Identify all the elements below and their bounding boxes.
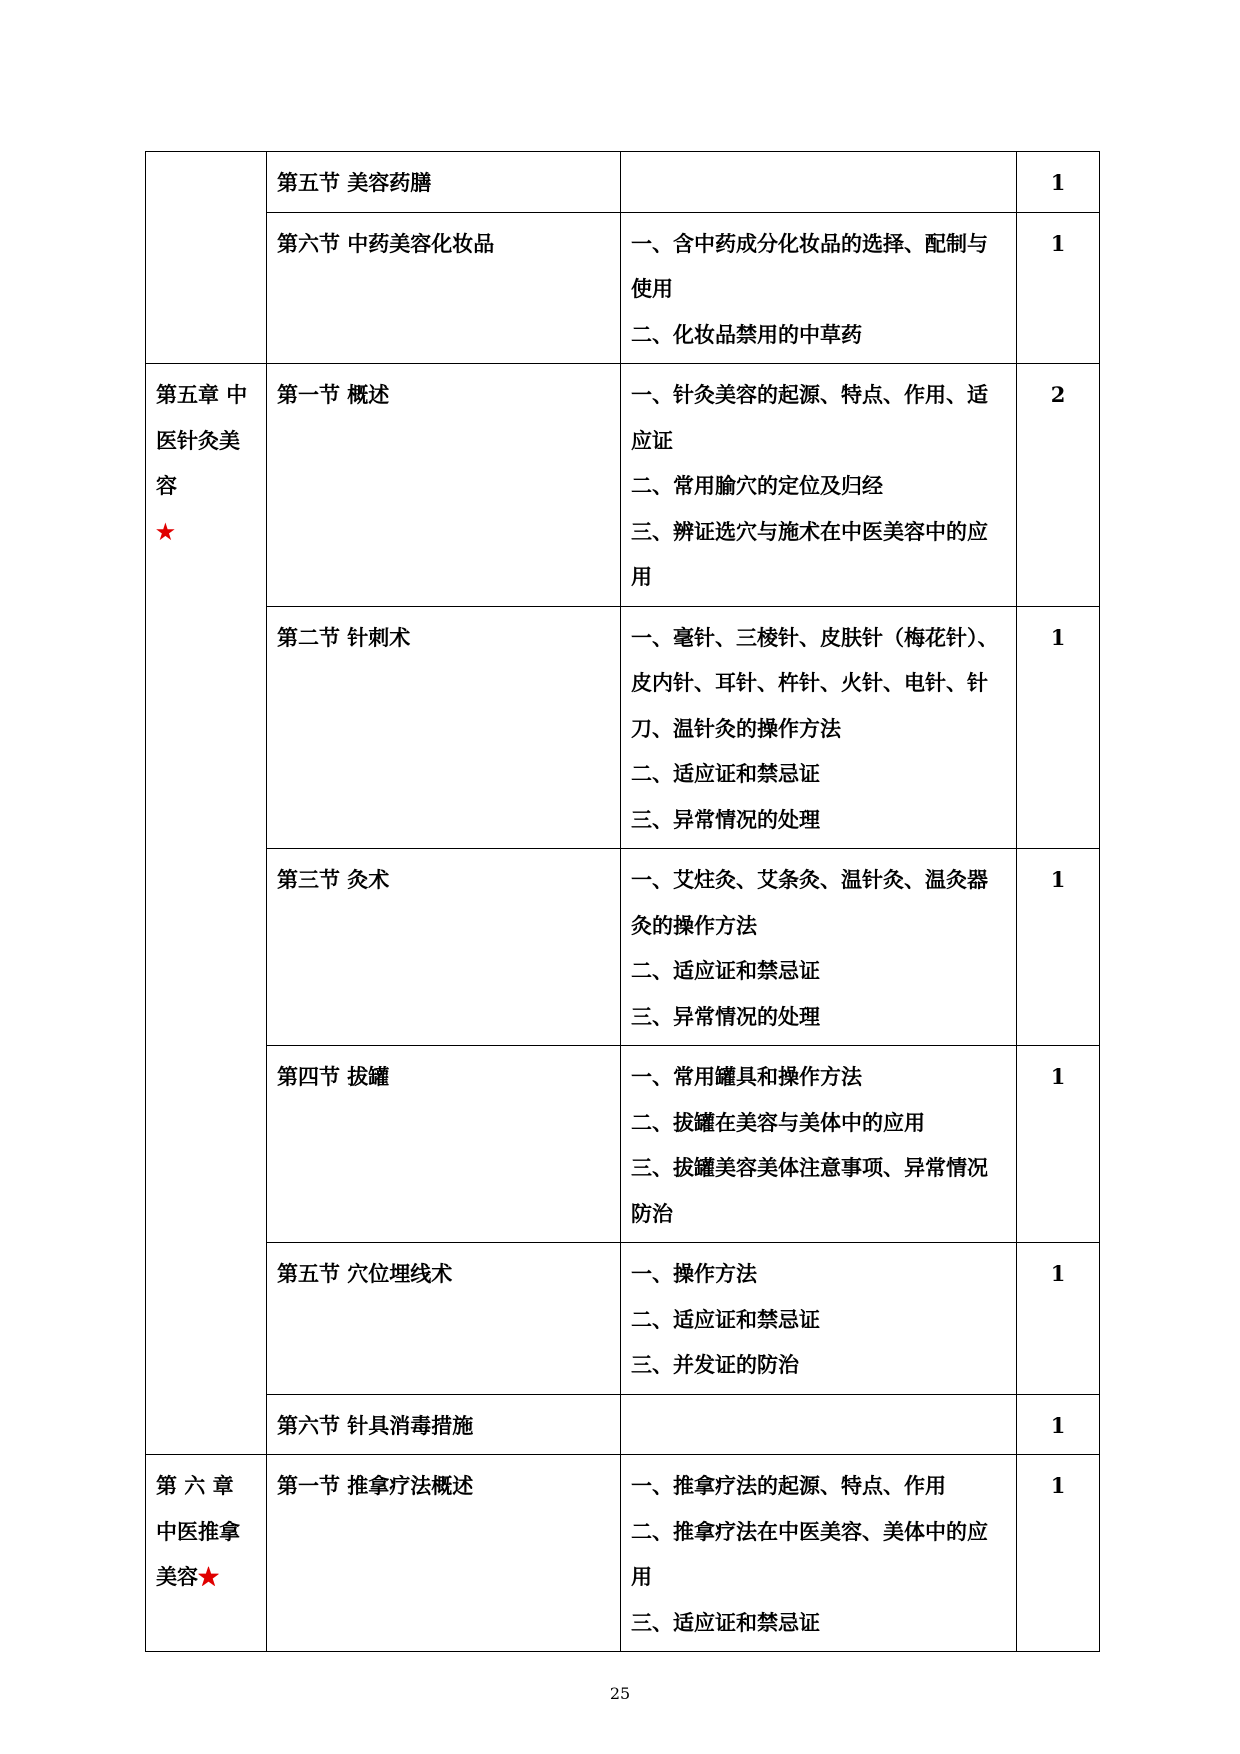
content-line: 应证 [631,427,673,453]
class-hours: 1 [1017,152,1100,213]
class-hours: 1 [1017,606,1100,849]
chapter-title-line: 中医推拿 [156,1518,240,1544]
table-row [146,1046,1100,1243]
content-cell [621,1046,1017,1243]
content-line: 二、适应证和禁忌证 [631,958,820,983]
content-line: 用 [631,564,652,589]
section-title: 第四节 拔罐 [267,1046,621,1243]
content-line: 三、适应证和禁忌证 [631,1609,820,1635]
chapter-title-line: 第 六 章 [156,1473,234,1498]
table-row [146,1243,1100,1395]
class-hours: 1 [1017,1046,1100,1243]
content-cell [621,152,1017,213]
class-hours: 1 [1017,1455,1100,1652]
content-line: 二、常用腧穴的定位及归经 [631,473,883,498]
chapter-title-line: 医针灸美 [156,427,240,453]
section-title: 第六节 中药美容化妆品 [267,212,621,364]
content-line: 防治 [631,1200,673,1226]
content-line: 三、异常情况的处理 [631,1003,820,1029]
table-row [146,1394,1100,1455]
content-line: 三、异常情况的处理 [631,806,820,832]
syllabus-table-body [146,152,1100,1652]
content-line: 用 [631,1564,652,1589]
content-line: 一、推拿疗法的起源、特点、作用 [631,1473,946,1498]
content-line: 一、艾炷灸、艾条灸、温针灸、温灸器 [631,867,988,892]
class-hours: 1 [1017,212,1100,364]
section-title: 第二节 针刺术 [267,606,621,849]
content-cell [621,1394,1017,1455]
content-line: 刀、温针灸的操作方法 [631,715,841,741]
content-line: 皮内针、耳针、杵针、火针、电针、针 [631,670,988,695]
section-title: 第一节 推拿疗法概述 [267,1455,621,1652]
content-line: 灸的操作方法 [631,912,757,938]
content-cell [621,1455,1017,1652]
key-chapter-star-icon: ★ [198,1564,219,1589]
content-line: 三、辨证选穴与施术在中医美容中的应 [631,518,988,544]
content-line: 一、针灸美容的起源、特点、作用、适 [631,382,988,407]
key-chapter-star-icon: ★ [156,518,175,544]
content-cell [621,364,1017,607]
table-row [146,212,1100,364]
chapter-cell [146,364,267,1455]
section-title: 第五节 美容药膳 [267,152,621,213]
table-row [146,606,1100,849]
content-cell [621,1243,1017,1395]
content-cell [621,606,1017,849]
section-title: 第三节 灸术 [267,849,621,1046]
section-title: 第五节 穴位埋线术 [267,1243,621,1395]
content-line: 三、拔罐美容美体注意事项、异常情况 [631,1155,988,1180]
content-line: 二、化妆品禁用的中草药 [631,321,862,347]
chapter-title-line: 第五章 中 [156,382,248,407]
page-number: 25 [609,1684,631,1703]
class-hours: 1 [1017,1394,1100,1455]
class-hours: 1 [1017,1243,1100,1395]
syllabus-table [145,151,1100,1652]
content-line: 一、常用罐具和操作方法 [631,1064,862,1089]
chapter-title-line: 容 [156,473,177,498]
section-title: 第六节 针具消毒措施 [267,1394,621,1455]
content-cell [621,849,1017,1046]
table-row [146,849,1100,1046]
content-line: 二、适应证和禁忌证 [631,761,820,786]
table-row [146,1455,1100,1652]
table-row [146,364,1100,607]
content-line: 使用 [631,276,673,301]
content-cell [621,212,1017,364]
chapter-cell [146,152,267,364]
chapter-cell [146,1455,267,1652]
class-hours: 2 [1017,364,1100,607]
content-line: 一、毫针、三棱针、皮肤针（梅花针）、 [631,624,999,650]
table-row [146,152,1100,213]
content-line: 三、并发证的防治 [631,1352,799,1377]
content-line: 二、拔罐在美容与美体中的应用 [631,1109,925,1135]
class-hours: 1 [1017,849,1100,1046]
content-line: 二、适应证和禁忌证 [631,1306,820,1332]
chapter-title-line: 美容 [156,1564,198,1589]
content-line: 二、推拿疗法在中医美容、美体中的应 [631,1518,988,1544]
content-line: 一、含中药成分化妆品的选择、配制与 [631,230,988,256]
section-title: 第一节 概述 [267,364,621,607]
content-line: 一、操作方法 [631,1261,757,1286]
